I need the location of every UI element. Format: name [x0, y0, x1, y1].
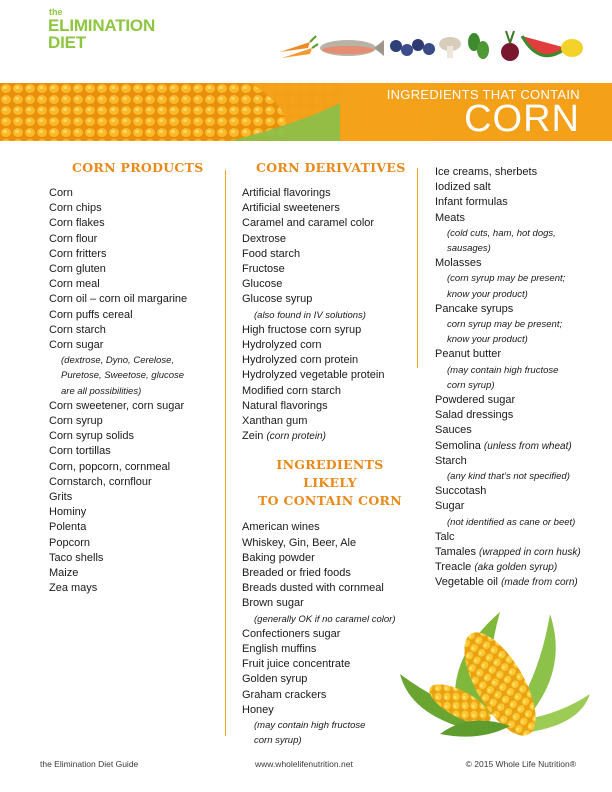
list-item: Corn, popcorn, cornmeal [49, 460, 171, 473]
list-item: Graham crackers [242, 688, 327, 701]
item-note: Puretose, Sweetose, glucose [61, 370, 185, 382]
item-note: (also found in IV solutions) [254, 309, 366, 321]
item-inline-note: (aka golden syrup) [474, 562, 558, 574]
more-ingredients-column [435, 165, 595, 591]
corn-products-column [49, 160, 219, 596]
list-item: English muffins [242, 643, 317, 656]
logo-line-2: ELIMINATION [48, 16, 156, 35]
beet-icon [501, 31, 519, 61]
basil-icon [468, 33, 489, 59]
title-banner [0, 83, 612, 141]
list-item: Starch [435, 454, 467, 467]
list-item: Brown sugar [242, 597, 304, 610]
list-item: Natural flavorings [242, 399, 328, 412]
list-item [435, 439, 595, 454]
item-note: corn syrup may be present; [447, 319, 563, 331]
list-item: Baking powder [242, 551, 315, 564]
footer-copyright: © 2015 Whole Life Nutrition® [465, 759, 576, 769]
list-item: Meats [435, 211, 465, 224]
item-note: (cold cuts, ham, hot dogs, [447, 227, 556, 239]
column-divider [225, 170, 226, 736]
corn-photo-illustration [400, 604, 590, 744]
item-label: Semolina [435, 439, 484, 452]
list-item: Corn tortillas [49, 445, 111, 458]
list-item [435, 545, 595, 560]
item-note: know your product) [447, 334, 528, 346]
list-item: Corn sweetener, corn sugar [49, 399, 185, 412]
list-item: Glucose [242, 278, 283, 291]
list-item: Corn starch [49, 323, 106, 336]
corn-derivatives-column [242, 160, 417, 749]
list-item: Sauces [435, 424, 472, 437]
item-inline-note: (unless from wheat) [483, 440, 572, 452]
logo-line-1: the [49, 7, 63, 17]
list-item: Hydrolyzed corn protein [242, 354, 359, 367]
item-note: (may contain high fructose [447, 364, 559, 376]
corn-cob-banner-image [0, 83, 340, 141]
list-item: Corn sugar [49, 339, 104, 352]
item-label: Tamales [435, 546, 480, 559]
list-item [435, 560, 595, 575]
item-inline-note: (made from corn) [501, 577, 578, 589]
list-item: Corn flakes [49, 217, 105, 230]
list-item: Infant formulas [435, 196, 508, 209]
item-label: Zein [242, 430, 267, 443]
section-heading-line: TO CONTAIN CORN [258, 493, 402, 509]
item-note: (may contain high fructose [254, 720, 366, 732]
list-item: Polenta [49, 521, 87, 534]
list-item: Xanthan gum [242, 415, 308, 428]
list-item: Breads dusted with cornmeal [242, 582, 384, 595]
list-item: Corn flour [49, 232, 98, 245]
list-item: Sugar [435, 500, 465, 513]
item-note: (not identified as cane or beet) [447, 516, 576, 528]
list-item: Breaded or fried foods [242, 567, 351, 580]
list-item: Fruit juice concentrate [242, 658, 351, 671]
list-item: Corn [49, 187, 73, 199]
section-heading: CORN DERIVATIVES [256, 160, 406, 175]
item-inline-note: (corn protein) [266, 431, 326, 443]
list-item: Dextrose [242, 232, 287, 245]
list-item: Honey [242, 703, 274, 716]
logo-line-3: DIET [48, 33, 86, 52]
list-item: Corn oil – corn oil margarine [49, 293, 188, 306]
list-item: Peanut butter [435, 348, 502, 361]
item-note: (any kind that’s not specified) [447, 471, 570, 483]
list-item: Corn syrup solids [49, 430, 134, 443]
list-item: Caramel and caramel color [242, 217, 375, 230]
item-note: know your product) [447, 288, 528, 300]
list-item: Iodized salt [435, 181, 491, 194]
item-note: (dextrose, Dyno, Cerelose, [61, 355, 174, 367]
list-item: Food starch [242, 247, 301, 260]
list-item [242, 429, 417, 444]
list-item: Taco shells [49, 551, 104, 564]
list-item: Popcorn [49, 536, 90, 549]
lemon-icon [561, 39, 583, 57]
logo [48, 8, 155, 51]
blueberries-icon [390, 39, 435, 56]
footer-guide-title: the Elimination Diet Guide [40, 759, 139, 769]
list-item: Corn meal [49, 278, 100, 291]
item-note: corn syrup) [254, 735, 302, 747]
list-item: Salad dressings [435, 409, 514, 422]
list-item: Corn gluten [49, 263, 106, 276]
list-item: Whiskey, Gin, Beer, Ale [242, 536, 357, 549]
list-item: Hydrolyzed vegetable protein [242, 369, 385, 382]
item-note: (corn syrup may be present; [447, 273, 566, 285]
banner-title: CORN [464, 98, 580, 140]
banner-subtitle: INGREDIENTS THAT CONTAIN [386, 87, 580, 102]
list-item: Artificial flavorings [242, 187, 331, 199]
list-item: Maize [49, 567, 79, 580]
list-item: Pancake syrups [435, 302, 514, 315]
column-divider [417, 168, 418, 368]
section-heading: CORN PRODUCTS [72, 160, 204, 175]
footer-website[interactable]: www.wholelifenutrition.net [255, 759, 353, 769]
list-item: Corn chips [49, 202, 102, 215]
list-item: High fructose corn syrup [242, 323, 362, 336]
list-item: Talc [435, 530, 455, 543]
list-item: Confectioners sugar [242, 627, 341, 640]
item-label: Vegetable oil [435, 576, 502, 589]
list-item: American wines [242, 521, 320, 534]
list-item: Corn fritters [49, 247, 107, 260]
item-note: sausages) [447, 243, 491, 255]
item-note: corn syrup) [447, 379, 495, 391]
fish-icon [320, 40, 384, 56]
list-item: Golden syrup [242, 673, 308, 686]
section-heading-line: INGREDIENTS LIKELY [276, 457, 384, 491]
carrot-icon [280, 36, 318, 58]
list-item: Cornstarch, cornflour [49, 475, 152, 488]
list-item: Glucose syrup [242, 293, 313, 306]
item-note: are all possibilities) [61, 385, 142, 397]
list-item: Molasses [435, 257, 482, 270]
list-item: Succotash [435, 485, 487, 498]
food-icons-strip [278, 28, 584, 66]
list-item: Fructose [242, 263, 285, 276]
list-item: Powdered sugar [435, 394, 516, 407]
list-item: Artificial sweeteners [242, 202, 340, 215]
item-label: Treacle [435, 561, 475, 574]
mushroom-icon [439, 37, 461, 58]
list-item: Corn puffs cereal [49, 308, 133, 321]
list-item: Ice creams, sherbets [435, 166, 538, 178]
list-item: Grits [49, 491, 73, 504]
item-note: (generally OK if no caramel color) [254, 613, 396, 625]
list-item: Hominy [49, 506, 87, 519]
item-inline-note: (wrapped in corn husk) [479, 547, 581, 559]
section-heading-likely [250, 456, 410, 510]
list-item [435, 575, 595, 590]
list-item: Zea mays [49, 582, 98, 595]
list-item: Corn syrup [49, 415, 103, 428]
list-item: Hydrolyzed corn [242, 339, 322, 352]
list-item: Modified corn starch [242, 384, 342, 397]
watermelon-icon [522, 36, 566, 56]
